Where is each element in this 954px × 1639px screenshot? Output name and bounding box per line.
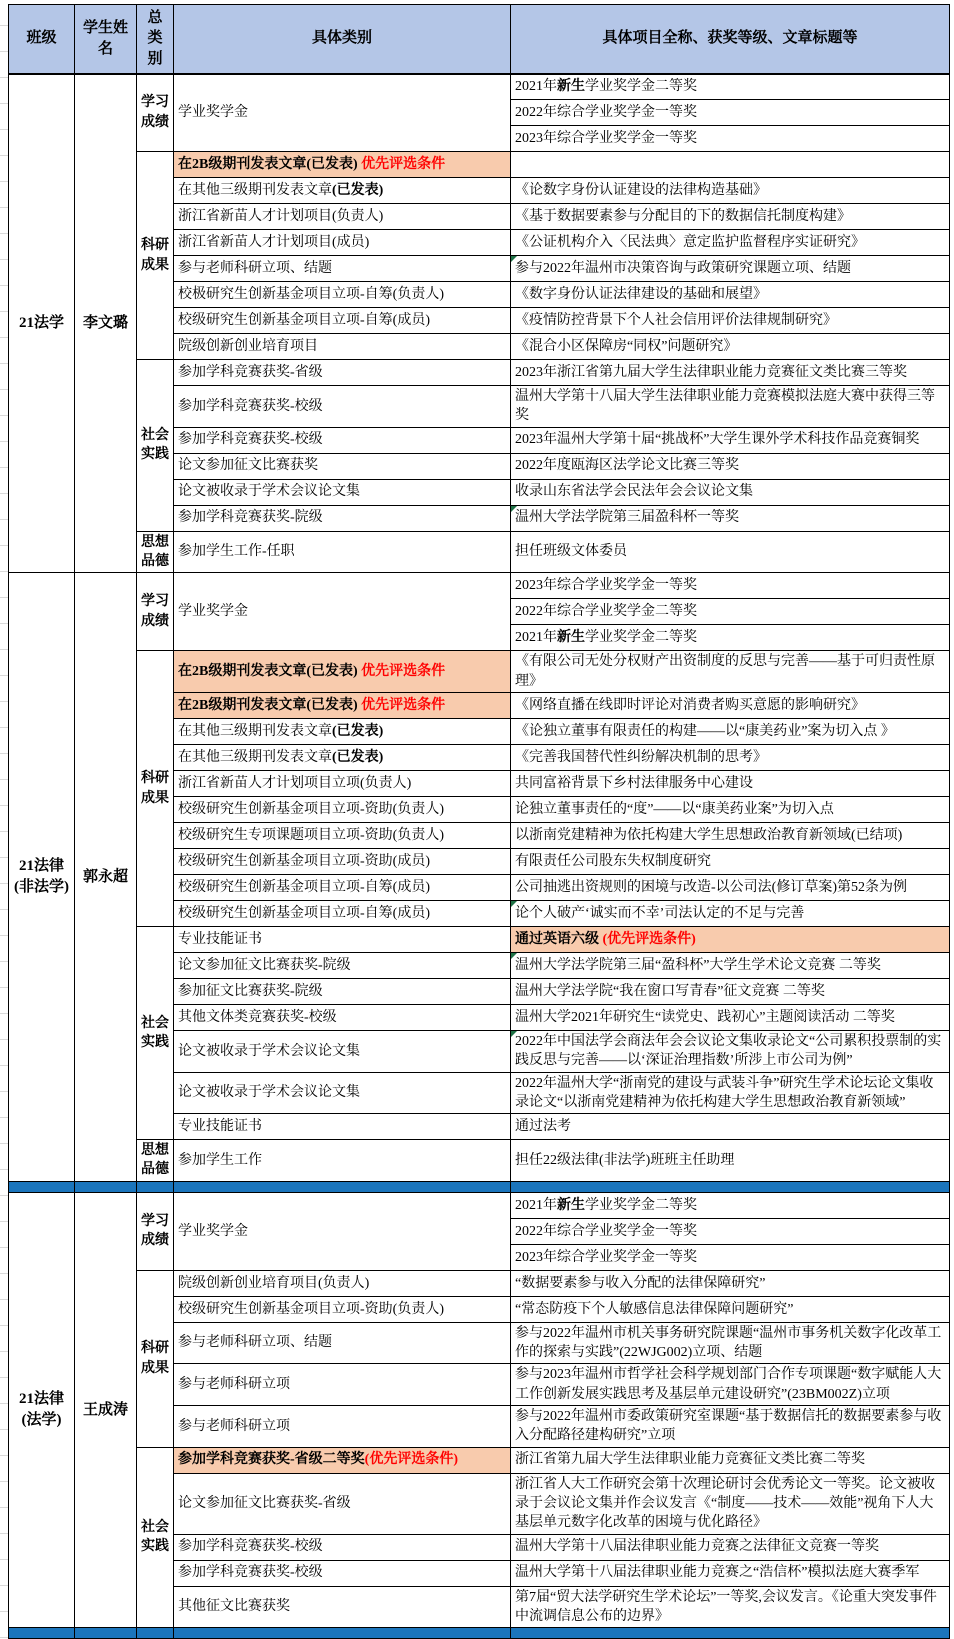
subcategory-cell[interactable] [174, 926, 511, 952]
divider-cell [75, 1628, 137, 1639]
section-cell[interactable]: 社会实践 [137, 1447, 174, 1628]
subcategory-cell[interactable] [174, 178, 511, 204]
header-class[interactable]: 班级 [9, 5, 75, 74]
cell-text: 校级研究生创新基金项目立项-资助(负责人) [178, 801, 444, 817]
table-row [9, 74, 950, 100]
detail-cell[interactable] [511, 1534, 950, 1560]
subcategory-cell[interactable] [174, 900, 511, 926]
detail-cell[interactable] [511, 1140, 950, 1182]
cell-text: 温州大学2021年研究生“读党史、践初心”主题阅读活动 二等奖 [515, 1009, 895, 1025]
cell-text: 公司抽逃出资规则的困境与改造-以公司法(修订草案)第52条为例 [515, 879, 907, 895]
cell-text: 参加学科竞赛获奖-校级 [178, 432, 323, 448]
subcategory-cell[interactable] [174, 952, 511, 978]
cell-text: 《疫情防控背景下个人社会信用评价法律规制研究》 [515, 312, 837, 328]
cell-text: 专业技能证书 [178, 1118, 262, 1134]
cell-text: 校级研究生创新基金项目立项-自筹(成员) [178, 879, 430, 895]
cell-text: 担任班级文体委员 [515, 544, 627, 560]
cell-text: 通过英语六级 [515, 931, 599, 947]
cell-text: 浙江省人大工作研究会第十次理论研讨会优秀论文一等奖。论文被收录于会议论文集并作会议发言《“制度——技术——效能”视角下人大基层单元数字化改革的困境与优化路径》 [515, 1476, 935, 1531]
section-cell[interactable]: 学习成绩 [137, 573, 174, 651]
error-indicator-icon [511, 953, 517, 959]
error-indicator-icon [511, 506, 517, 512]
cell-text: 在2B级期刊发表文章(已发表) [178, 663, 358, 679]
detail-cell[interactable] [511, 204, 950, 230]
cell-text: 《混合小区保障房“同权”问题研究》 [515, 338, 738, 354]
subcategory-cell[interactable] [174, 874, 511, 900]
cell-text: 2023年综合学业奖学金一等奖 [515, 1249, 697, 1265]
detail-cell[interactable] [511, 505, 950, 531]
cell-text: 论文参加征文比赛获奖-省级 [178, 1495, 351, 1511]
cell-text: 浙江省新苗人才计划项目(成员) [178, 234, 370, 250]
detail-cell[interactable] [511, 334, 950, 360]
detail-cell[interactable] [511, 1447, 950, 1473]
cell-text: 论文被收录于学术会议论文集 [178, 1085, 360, 1101]
cell-text: 通过法考 [515, 1118, 571, 1134]
subcategory-cell[interactable] [174, 427, 511, 453]
cell-text: 2021年 [515, 630, 557, 646]
cell-text: 新生 [557, 630, 585, 646]
cell-text: 在其他三级期刊发表文章 [178, 723, 332, 739]
cell-text: 在其他三级期刊发表文章 [178, 749, 332, 765]
cell-text: 参加学生工作 [178, 1152, 262, 1168]
cell-text: 论个人破产‘诚实而不幸’司法认定的不足与完善 [515, 905, 805, 921]
subcategory-cell[interactable] [174, 1270, 511, 1296]
priority-flag-text: 优先评选条件 [357, 697, 446, 713]
divider-cell [9, 1181, 75, 1192]
priority-flag-text: 优先评选条件 [357, 156, 446, 172]
detail-cell[interactable] [511, 1218, 950, 1244]
cell-text: 参与2022年温州市委政策研究室课题“基于数据信托的数据要素参与收入分配路径建构研究”立项 [515, 1409, 942, 1444]
subcategory-cell[interactable] [174, 1586, 511, 1628]
cell-text: (已发表) [332, 723, 384, 739]
section-cell[interactable]: 社会实践 [137, 926, 174, 1139]
divider-cell [75, 1181, 137, 1192]
detail-cell[interactable] [511, 1473, 950, 1534]
detail-cell[interactable] [511, 479, 950, 505]
header-subcategory[interactable]: 具体类别 [174, 5, 511, 74]
cell-text: 2022年中国法学会商法年会会议论文集收录论文“公司累积投票制的实践反思与完善——以‘深证治理指数’所涉上市公司为例” [515, 1033, 942, 1069]
detail-cell[interactable] [511, 427, 950, 453]
detail-cell[interactable] [511, 1560, 950, 1586]
cell-text: 参加学科竞赛获奖-院级 [178, 510, 323, 526]
detail-cell[interactable] [511, 1406, 950, 1448]
cell-text: 参加学科竞赛获奖-校级 [178, 398, 323, 414]
cell-text: “数据要素参与收入分配的法律保障研究” [515, 1275, 766, 1291]
cell-text: 新生 [557, 79, 585, 95]
cell-text: 2021年 [515, 1197, 557, 1213]
detail-cell[interactable] [511, 952, 950, 978]
error-indicator-icon [511, 901, 517, 907]
cell-text: 2021年 [515, 79, 557, 95]
table-row [9, 926, 950, 952]
cell-text: 其他文体类竞赛获奖-校级 [178, 1009, 337, 1025]
detail-cell[interactable] [511, 1322, 950, 1364]
priority-flag-text: 优先评选条件 [357, 663, 446, 679]
table-row [9, 1447, 950, 1473]
subcategory-cell[interactable] [174, 1560, 511, 1586]
cell-text: 温州大学第十八届法律职业能力竞赛之法律征文竞赛一等奖 [515, 1539, 879, 1555]
subcategory-cell[interactable] [174, 453, 511, 479]
divider-cell [137, 1181, 174, 1192]
cell-text: 温州大学法学院第三届“盈科杯”大学生学术论文竞赛 二等奖 [515, 957, 881, 973]
cell-text: 校级研究生创新基金项目立项-自筹(成员) [178, 905, 430, 921]
subcategory-cell[interactable] [174, 1364, 511, 1406]
table-row [9, 1192, 950, 1218]
detail-cell[interactable] [511, 282, 950, 308]
student-name-cell[interactable]: 李文璐 [75, 74, 137, 573]
cell-text: 浙江省新苗人才计划项目立项(负责人) [178, 775, 412, 791]
subcategory-cell[interactable] [174, 1296, 511, 1322]
award-table [8, 4, 950, 1639]
cell-text: 参与老师科研立项 [178, 1377, 290, 1393]
subcategory-cell[interactable] [174, 1192, 511, 1270]
cell-text: 在其他三级期刊发表文章 [178, 182, 332, 198]
cell-text: 《论数字身份认证建设的法律构造基础》 [515, 182, 767, 198]
cell-text: 论文参加征文比赛获奖-院级 [178, 957, 351, 973]
cell-text: 校级研究生创新基金项目立项-自筹(成员) [178, 312, 430, 328]
subcategory-cell[interactable] [174, 692, 511, 718]
detail-cell[interactable] [511, 900, 950, 926]
cell-text: 温州大学法学院第三届盈科杯一等奖 [515, 510, 739, 526]
detail-cell[interactable] [511, 100, 950, 126]
section-cell[interactable]: 学习成绩 [137, 74, 174, 152]
cell-text: 《完善我国替代性纠纷解决机制的思考》 [515, 749, 767, 765]
table-body [9, 74, 950, 1639]
cell-text: 论独立董事责任的“度”——以“康美药业案”为切入点 [515, 801, 834, 817]
header-detail[interactable]: 具体项目全称、获奖等级、文章标题等 [511, 5, 950, 74]
subcategory-cell[interactable] [174, 386, 511, 428]
cell-text: 专业技能证书 [178, 931, 262, 947]
header-section[interactable]: 总类别 [137, 5, 174, 74]
detail-cell[interactable] [511, 1192, 950, 1218]
subcategory-cell[interactable] [174, 651, 511, 693]
cell-text: 论文参加征文比赛获奖 [178, 458, 318, 474]
cell-text: 2022年综合学业奖学金一等奖 [515, 1223, 697, 1239]
table-row [9, 531, 950, 573]
detail-cell[interactable] [511, 1296, 950, 1322]
divider-cell [174, 1181, 511, 1192]
detail-cell[interactable] [511, 978, 950, 1004]
subcategory-cell[interactable] [174, 1534, 511, 1560]
table-row [9, 573, 950, 599]
cell-text: 共同富裕背景下乡村法律服务中心建设 [515, 775, 753, 791]
detail-cell[interactable] [511, 692, 950, 718]
divider-row [9, 1181, 950, 1192]
detail-cell[interactable] [511, 718, 950, 744]
cell-text: (已发表) [332, 749, 384, 765]
row-gutter [0, 0, 8, 1639]
cell-text: 温州大学第十八届大学生法律职业能力竞赛模拟法庭大赛中获得三等奖 [515, 389, 935, 424]
cell-text: 论文被收录于学术会议论文集 [178, 484, 360, 500]
cell-text: 论文被收录于学术会议论文集 [178, 1043, 360, 1059]
cell-text: 2022年综合学业奖学金二等奖 [515, 604, 697, 620]
cell-text: 参与老师科研立项、结题 [178, 1335, 332, 1351]
subcategory-cell[interactable] [174, 152, 511, 178]
subcategory-cell[interactable] [174, 1072, 511, 1114]
cell-text: 收录山东省法学会民法年会会议论文集 [515, 484, 753, 500]
table-row [9, 651, 950, 693]
cell-text: 2022年综合学业奖学金一等奖 [515, 104, 697, 120]
cell-text: 在2B级期刊发表文章(已发表) [178, 156, 358, 172]
cell-text: 参与2022年温州市决策咨询与政策研究课题立项、结题 [515, 260, 851, 276]
student-name-cell[interactable]: 王成涛 [75, 1192, 137, 1627]
detail-cell[interactable] [511, 1364, 950, 1406]
subcategory-cell[interactable] [174, 282, 511, 308]
error-indicator-icon [511, 1031, 517, 1037]
header-row [9, 5, 950, 74]
subcategory-cell[interactable] [174, 1322, 511, 1364]
subcategory-cell[interactable] [174, 1030, 511, 1072]
cell-text: 学业奖学金二等奖 [585, 79, 697, 95]
detail-cell[interactable] [511, 1004, 950, 1030]
detail-cell[interactable] [511, 453, 950, 479]
class-cell[interactable]: 21法学 [9, 74, 75, 573]
subcategory-cell[interactable] [174, 204, 511, 230]
detail-cell[interactable] [511, 230, 950, 256]
subcategory-cell[interactable] [174, 718, 511, 744]
detail-cell[interactable] [511, 874, 950, 900]
table-row [9, 152, 950, 178]
cell-text: 其他征文比赛获奖 [178, 1599, 290, 1615]
section-cell[interactable]: 科研成果 [137, 1270, 174, 1447]
detail-cell[interactable] [511, 599, 950, 625]
cell-text: 以浙南党建精神为依托构建大学生思想政治教育新领域(已结项) [515, 827, 903, 843]
detail-cell[interactable] [511, 744, 950, 770]
cell-text: 温州大学法学院“我在窗口写青春”征文竞赛 二等奖 [515, 983, 825, 999]
subcategory-cell[interactable] [174, 479, 511, 505]
table-row [9, 1140, 950, 1182]
class-cell[interactable]: 21法律(法学) [9, 1192, 75, 1627]
detail-cell[interactable] [511, 770, 950, 796]
detail-cell[interactable] [511, 308, 950, 334]
cell-text: 校级研究生专项课题项目立项-资助(负责人) [178, 827, 444, 843]
subcategory-cell[interactable] [174, 978, 511, 1004]
cell-text: 2022年度瓯海区法学论文比赛三等奖 [515, 458, 739, 474]
divider-cell [511, 1628, 950, 1639]
subcategory-cell[interactable] [174, 822, 511, 848]
detail-cell[interactable] [511, 256, 950, 282]
subcategory-cell[interactable] [174, 334, 511, 360]
cell-text: 2022年温州大学“浙南党的建设与武装斗争”研究生学术论坛论文集收录论文“以浙南党建精神为依托构建大学生思想政治教育新领域” [515, 1075, 934, 1110]
detail-cell[interactable] [511, 360, 950, 386]
subcategory-cell[interactable] [174, 74, 511, 152]
cell-text: 《论独立董事有限责任的构建——以“康美药业”案为切入点 》 [515, 723, 895, 739]
subcategory-cell[interactable] [174, 230, 511, 256]
cell-text: 参加学科竞赛获奖-校级 [178, 1539, 323, 1555]
cell-text: 参与2023年温州市哲学社会科学规划部门合作专项课题“数字赋能人大工作创新发展实践思考及基层单元建设研究”(23BM002Z)立项 [515, 1367, 942, 1402]
cell-text: 学业奖学金二等奖 [585, 630, 697, 646]
cell-text: 2023年温州大学第十届“挑战杯”大学生课外学术科技作品竞赛铜奖 [515, 432, 920, 448]
subcategory-cell[interactable] [174, 848, 511, 874]
table-row [9, 360, 950, 386]
subcategory-cell[interactable] [174, 1114, 511, 1140]
subcategory-cell[interactable] [174, 1140, 511, 1182]
cell-text: 有限责任公司股东失权制度研究 [515, 853, 711, 869]
detail-cell[interactable] [511, 1244, 950, 1270]
section-cell[interactable]: 科研成果 [137, 152, 174, 360]
detail-cell[interactable] [511, 1114, 950, 1140]
subcategory-cell[interactable] [174, 256, 511, 282]
cell-text: 学业奖学金二等奖 [585, 1197, 697, 1213]
subcategory-cell[interactable] [174, 796, 511, 822]
section-cell[interactable]: 思想品德 [137, 1140, 174, 1182]
cell-text: 参与2022年温州市机关事务研究院课题“温州市事务机关数字化改革工作的探索与实践”(22WJG002)立项、结题 [515, 1325, 942, 1361]
detail-cell[interactable] [511, 1072, 950, 1114]
divider-cell [174, 1628, 511, 1639]
class-cell[interactable]: 21法律(非法学) [9, 573, 75, 1182]
subcategory-cell[interactable] [174, 308, 511, 334]
cell-text: 校级研究生创新基金项目立项-资助(成员) [178, 853, 430, 869]
priority-flag-text: (优先评选条件) [364, 1452, 458, 1468]
detail-cell[interactable] [511, 625, 950, 651]
section-cell[interactable]: 科研成果 [137, 651, 174, 927]
cell-text: 校极研究生创新基金项目立项-自筹(负责人) [178, 286, 444, 302]
cell-text: 浙江省第九届大学生法律职业能力竞赛征文类比赛二等奖 [515, 1452, 865, 1468]
cell-text: “常态防疫下个人敏感信息法律保障问题研究” [515, 1301, 794, 1317]
priority-flag-text: (优先评选条件) [599, 931, 696, 947]
cell-text: 学业奖学金 [178, 1223, 248, 1239]
cell-text: 《有限公司无处分权财产出资制度的反思与完善——基于可归责性原理》 [515, 654, 935, 689]
detail-cell[interactable] [511, 1270, 950, 1296]
table-row [9, 1270, 950, 1296]
detail-cell[interactable] [511, 573, 950, 599]
divider-row [9, 1628, 950, 1639]
detail-cell[interactable] [511, 926, 950, 952]
cell-text: 参加学科竞赛获奖-省级 [178, 364, 323, 380]
detail-cell[interactable] [511, 1030, 950, 1072]
subcategory-cell[interactable] [174, 1447, 511, 1473]
table-header [9, 5, 950, 74]
cell-text: 2023年浙江省第九届大学生法律职业能力竞赛征文类比赛三等奖 [515, 364, 907, 380]
error-indicator-icon [511, 256, 517, 262]
subcategory-cell[interactable] [174, 1004, 511, 1030]
cell-text: 学业奖学金 [178, 105, 248, 121]
cell-text: 院级创新创业培育项目 [178, 338, 318, 354]
header-student-name[interactable]: 学生姓名 [75, 5, 137, 74]
cell-text: 参加学生工作-任职 [178, 544, 295, 560]
subcategory-cell[interactable] [174, 770, 511, 796]
cell-text: 《网络直播在线即时评论对消费者购买意愿的影响研究》 [515, 697, 865, 713]
cell-text: 参加征文比赛获奖-院级 [178, 983, 323, 999]
student-name-cell[interactable]: 郭永超 [75, 573, 137, 1182]
divider-cell [511, 1181, 950, 1192]
detail-cell[interactable] [511, 74, 950, 100]
detail-cell[interactable] [511, 152, 950, 178]
cell-text: 2023年综合学业奖学金一等奖 [515, 130, 697, 146]
cell-text: 新生 [557, 1197, 585, 1213]
detail-cell[interactable] [511, 651, 950, 693]
detail-cell[interactable] [511, 178, 950, 204]
detail-cell[interactable] [511, 822, 950, 848]
cell-text: 学业奖学金 [178, 604, 248, 620]
subcategory-cell[interactable] [174, 360, 511, 386]
cell-text: 浙江省新苗人才计划项目(负责人) [178, 208, 384, 224]
subcategory-cell[interactable] [174, 573, 511, 651]
cell-text: 校级研究生创新基金项目立项-资助(负责人) [178, 1301, 444, 1317]
detail-cell[interactable] [511, 796, 950, 822]
cell-text: 参与老师科研立项 [178, 1418, 290, 1434]
subcategory-cell[interactable] [174, 744, 511, 770]
section-cell[interactable]: 思想品德 [137, 531, 174, 573]
detail-cell[interactable] [511, 531, 950, 573]
cell-text: (已发表) [332, 182, 384, 198]
cell-text: 《基于数据要素参与分配目的下的数据信托制度构建》 [515, 208, 851, 224]
subcategory-cell[interactable] [174, 531, 511, 573]
cell-text: 在2B级期刊发表文章(已发表) [178, 697, 358, 713]
divider-cell [137, 1628, 174, 1639]
cell-text: 参与老师科研立项、结题 [178, 260, 332, 276]
subcategory-cell[interactable] [174, 1406, 511, 1448]
cell-text: 2023年综合学业奖学金一等奖 [515, 578, 697, 594]
subcategory-cell[interactable] [174, 1473, 511, 1534]
cell-text: 院级创新创业培育项目(负责人) [178, 1275, 370, 1291]
cell-text: 担任22级法律(非法学)班班主任助理 [515, 1152, 735, 1168]
detail-cell[interactable] [511, 386, 950, 428]
cell-text: 第7届“贸大法学研究生学术论坛”一等奖,会议发言。《论重大突发事件中流调信息公布的边界》 [515, 1589, 937, 1624]
detail-cell[interactable] [511, 126, 950, 152]
detail-cell[interactable] [511, 1586, 950, 1628]
cell-text: 《数字身份认证法律建设的基础和展望》 [515, 286, 767, 302]
cell-text: 参加学科竞赛获奖-校级 [178, 1565, 323, 1581]
subcategory-cell[interactable] [174, 505, 511, 531]
cell-text: 温州大学第十八届法律职业能力竞赛之“浩信杯”模拟法庭大赛季军 [515, 1565, 920, 1581]
section-cell[interactable]: 社会实践 [137, 360, 174, 532]
section-cell[interactable]: 学习成绩 [137, 1192, 174, 1270]
divider-cell [9, 1628, 75, 1639]
cell-text: 参加学科竞赛获奖-省级二等奖 [178, 1452, 365, 1468]
cell-text: 《公证机构介入〈民法典〉意定监护监督程序实证研究》 [515, 234, 865, 250]
detail-cell[interactable] [511, 848, 950, 874]
